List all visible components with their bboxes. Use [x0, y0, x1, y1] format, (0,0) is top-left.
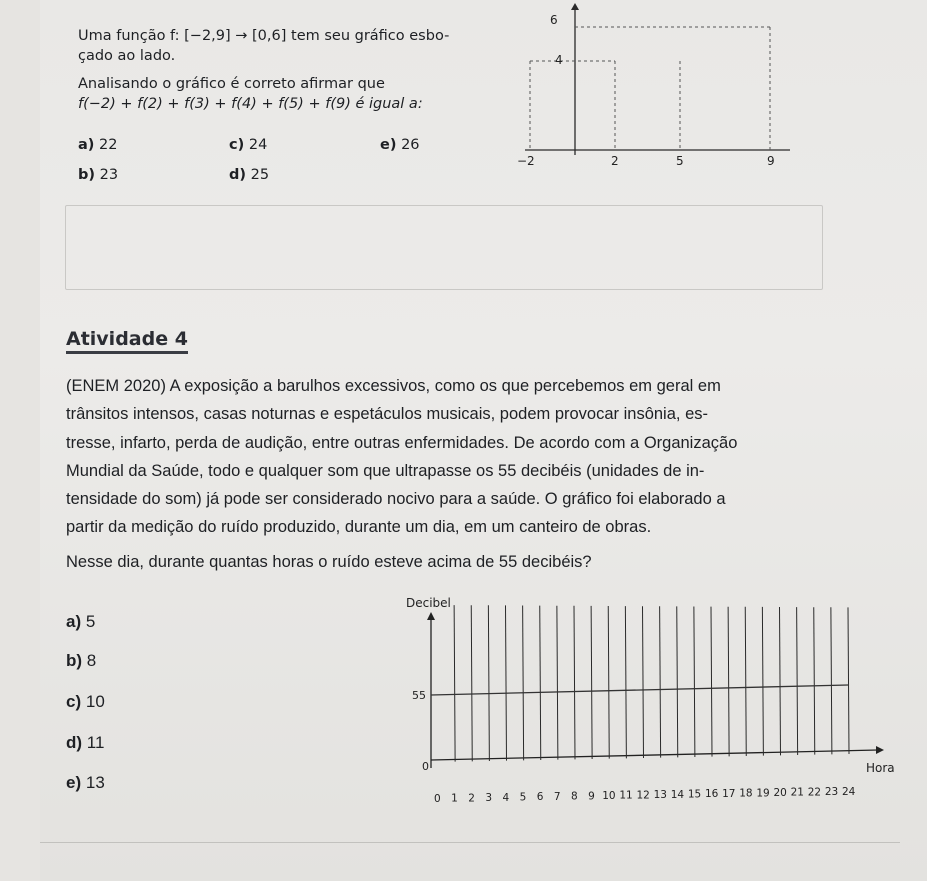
x-tick-label: 23: [824, 786, 839, 799]
activity-line: Mundial da Saúde, todo e qualquer som que ultrapasse os 55 decibéis (unidades de in-: [66, 461, 705, 480]
activity-line: trânsitos intensos, casas noturnas e espetáculos musicais, podem provocar insônia, es-: [66, 405, 708, 424]
activity-option-c[interactable]: c) 10: [66, 692, 105, 711]
x-tick-label: 0: [434, 793, 441, 805]
hour-grid-line: [797, 607, 798, 755]
x-tick-minus2: −2: [517, 154, 535, 168]
x-tick-5: 5: [676, 154, 684, 168]
x-tick-label: 3: [485, 792, 493, 805]
hour-grid-line: [660, 606, 661, 757]
hour-grid-line: [454, 605, 455, 762]
hour-grid-line: [540, 606, 541, 760]
x-tick-label: 6: [536, 791, 544, 804]
x-tick-label: 1: [451, 792, 458, 805]
hour-grid-line: [677, 606, 678, 757]
x-tick-label: 24: [842, 785, 856, 798]
x-tick-label: 4: [502, 791, 510, 804]
x-tick-label: 11: [619, 789, 633, 802]
activity-line: (ENEM 2020) A exposição a barulhos excessivos, como os que percebemos em geral em: [66, 377, 721, 395]
question-1-line: çado ao lado.: [78, 48, 176, 64]
x-tick-label: 21: [790, 786, 804, 799]
activity-question: Nesse dia, durante quantas horas o ruído esteve acima de 55 decibéis?: [66, 552, 592, 571]
x-axis-label: Hora: [866, 761, 895, 775]
hour-grid-line: [762, 607, 763, 756]
hour-grid-line: [728, 607, 729, 757]
decibel-chart: [400, 590, 900, 820]
option-c[interactable]: c) 24: [229, 137, 268, 153]
hour-grid-line: [471, 605, 472, 761]
question-1-line: Analisando o gráfico é correto afirmar que: [78, 76, 385, 92]
hour-grid-line: [488, 605, 489, 761]
reference-line-55: [431, 685, 848, 695]
question-1-line: f(−2) + f(2) + f(3) + f(4) + f(5) + f(9) é igual a:: [78, 96, 423, 112]
hour-grid-line: [831, 607, 832, 754]
x-tick-label: 9: [588, 790, 595, 803]
hour-grid-line: [591, 606, 592, 759]
x-tick-label: 7: [553, 790, 561, 803]
hour-grid-line: [745, 607, 746, 756]
y-axis-arrow: [427, 612, 435, 620]
option-b[interactable]: b) 23: [78, 167, 119, 183]
hour-grid-line: [574, 606, 575, 760]
x-tick-label: 20: [773, 787, 787, 799]
x-tick-label: 14: [670, 788, 685, 801]
activity-line: tresse, infarto, perda de audição, entre outras enfermidades. De acordo com a Organização: [66, 433, 738, 452]
answer-box[interactable]: [65, 205, 823, 290]
y-tick-label: 55: [412, 689, 426, 702]
hour-grid-line: [523, 606, 524, 761]
y-axis-arrow: [571, 3, 579, 10]
x-tick-label: 18: [739, 787, 753, 800]
x-tick-label: 22: [807, 786, 822, 799]
hour-grid-line: [608, 606, 609, 759]
hour-grid-line: [506, 605, 507, 760]
x-tick-label: 16: [705, 788, 719, 801]
activity-text: [66, 372, 866, 576]
x-tick-label: 19: [756, 787, 770, 800]
hour-grid-line: [643, 606, 644, 758]
x-axis: [431, 750, 878, 760]
hour-grid-line: [848, 607, 849, 754]
activity-title: Atividade 4: [66, 328, 188, 354]
hour-grid-line: [711, 607, 712, 757]
activity-line: tensidade do som) já pode ser considerado nocivo para a saúde. O gráfico foi elaborado a: [66, 490, 726, 509]
x-tick-label: 10: [602, 790, 616, 802]
function-graph: [505, 0, 805, 185]
question-1-line: Uma função f: [−2,9] → [0,6] tem seu gráfico esbo-: [78, 28, 450, 44]
activity-option-d[interactable]: d) 11: [66, 733, 105, 752]
hour-grid-line: [694, 607, 695, 758]
option-a[interactable]: a) 22: [78, 137, 118, 153]
hour-grid-line: [780, 607, 781, 755]
y-axis-label: Decibel: [406, 596, 451, 610]
activity-option-b[interactable]: b) 8: [66, 651, 97, 670]
page-divider: [40, 842, 900, 843]
x-tick-2: 2: [611, 154, 619, 168]
x-tick-label: 15: [687, 788, 702, 801]
x-tick-label: 13: [653, 789, 667, 802]
x-tick-label: 12: [636, 789, 650, 802]
hour-grid-line: [814, 607, 815, 754]
activity-option-a[interactable]: a) 5: [66, 612, 96, 631]
question-1-text: [78, 26, 508, 114]
y-tick-label: 0: [422, 760, 429, 773]
hour-grid-line: [557, 606, 558, 760]
hour-grid-line: [625, 606, 626, 758]
x-tick-label: 17: [722, 787, 736, 800]
x-axis-arrow: [876, 746, 884, 754]
activity-line: partir da medição do ruído produzido, durante um dia, em um canteiro de obras.: [66, 518, 652, 537]
x-tick-label: 5: [519, 791, 527, 804]
y-tick-6: 6: [550, 13, 558, 27]
x-tick-label: 2: [468, 792, 475, 805]
activity-option-e[interactable]: e) 13: [66, 773, 105, 792]
option-e[interactable]: e) 26: [380, 137, 420, 153]
x-tick-9: 9: [767, 154, 775, 168]
x-tick-label: 8: [571, 790, 578, 803]
y-tick-4: 4: [555, 53, 563, 67]
option-d[interactable]: d) 25: [229, 167, 270, 183]
